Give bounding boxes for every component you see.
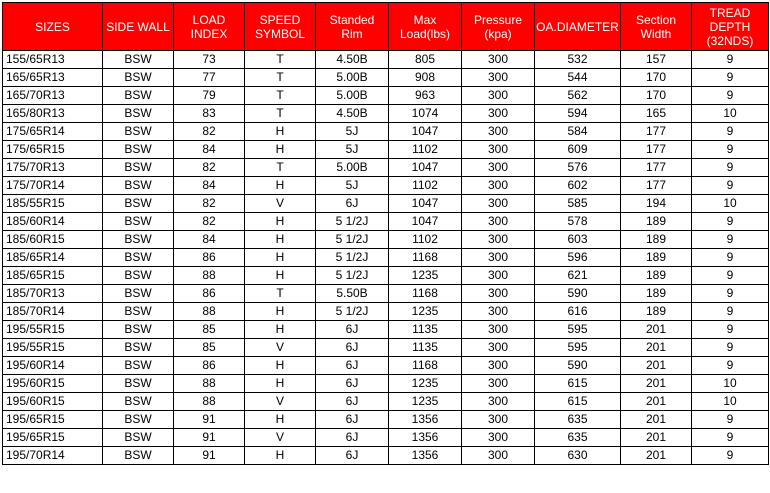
- cell-max-load: 1235: [389, 375, 462, 393]
- header-tread-depth: TREAD DEPTH (32NDS): [692, 3, 769, 51]
- cell-section-width: 157: [621, 51, 692, 69]
- cell-load-index: 85: [174, 339, 245, 357]
- cell-load-index: 85: [174, 321, 245, 339]
- cell-standed-rim: 5 1/2J: [316, 231, 389, 249]
- cell-oa-diameter: 616: [535, 303, 621, 321]
- cell-oa-diameter: 630: [535, 447, 621, 465]
- cell-tread-depth: 10: [692, 195, 769, 213]
- cell-speed-symbol: H: [245, 303, 316, 321]
- cell-oa-diameter: 578: [535, 213, 621, 231]
- cell-pressure: 300: [462, 321, 535, 339]
- cell-sizes: 195/65R15: [3, 429, 103, 447]
- cell-sizes: 165/70R13: [3, 87, 103, 105]
- cell-side-wall: BSW: [103, 177, 174, 195]
- cell-tread-depth: 9: [692, 429, 769, 447]
- header-pressure: Pressure (kpa): [462, 3, 535, 51]
- header-sizes: SIZES: [3, 3, 103, 51]
- cell-max-load: 1168: [389, 285, 462, 303]
- cell-standed-rim: 5.00B: [316, 69, 389, 87]
- cell-section-width: 189: [621, 213, 692, 231]
- cell-pressure: 300: [462, 213, 535, 231]
- cell-max-load: 1168: [389, 357, 462, 375]
- cell-pressure: 300: [462, 141, 535, 159]
- cell-load-index: 86: [174, 357, 245, 375]
- cell-side-wall: BSW: [103, 429, 174, 447]
- cell-standed-rim: 6J: [316, 447, 389, 465]
- cell-max-load: 1168: [389, 249, 462, 267]
- table-row: [3, 249, 769, 267]
- cell-side-wall: BSW: [103, 249, 174, 267]
- header-section-width: Section Width: [621, 3, 692, 51]
- cell-max-load: 1356: [389, 429, 462, 447]
- table-row: [3, 357, 769, 375]
- cell-standed-rim: 4.50B: [316, 105, 389, 123]
- cell-standed-rim: 5 1/2J: [316, 303, 389, 321]
- cell-sizes: 185/55R15: [3, 195, 103, 213]
- cell-load-index: 88: [174, 267, 245, 285]
- cell-sizes: 185/65R14: [3, 249, 103, 267]
- table-row: [3, 303, 769, 321]
- cell-standed-rim: 5.00B: [316, 87, 389, 105]
- cell-oa-diameter: 635: [535, 429, 621, 447]
- cell-section-width: 201: [621, 339, 692, 357]
- table-row: [3, 447, 769, 465]
- table-row: [3, 141, 769, 159]
- cell-tread-depth: 9: [692, 159, 769, 177]
- table-row: [3, 339, 769, 357]
- cell-load-index: 91: [174, 429, 245, 447]
- cell-tread-depth: 9: [692, 69, 769, 87]
- cell-max-load: 1047: [389, 195, 462, 213]
- header-oa-diameter: OA.DIAMETER: [535, 3, 621, 51]
- cell-load-index: 91: [174, 447, 245, 465]
- cell-section-width: 189: [621, 249, 692, 267]
- cell-section-width: 189: [621, 231, 692, 249]
- cell-pressure: 300: [462, 357, 535, 375]
- table-row: [3, 393, 769, 411]
- cell-load-index: 82: [174, 123, 245, 141]
- cell-max-load: 1102: [389, 177, 462, 195]
- cell-tread-depth: 9: [692, 231, 769, 249]
- cell-sizes: 165/80R13: [3, 105, 103, 123]
- cell-speed-symbol: H: [245, 411, 316, 429]
- cell-pressure: 300: [462, 429, 535, 447]
- cell-max-load: 1356: [389, 447, 462, 465]
- cell-pressure: 300: [462, 69, 535, 87]
- cell-tread-depth: 9: [692, 249, 769, 267]
- cell-standed-rim: 6J: [316, 357, 389, 375]
- table-row: [3, 321, 769, 339]
- cell-tread-depth: 9: [692, 51, 769, 69]
- cell-standed-rim: 5J: [316, 141, 389, 159]
- header-max-load: Max Load(lbs): [389, 3, 462, 51]
- cell-tread-depth: 9: [692, 141, 769, 159]
- cell-load-index: 88: [174, 375, 245, 393]
- cell-oa-diameter: 595: [535, 339, 621, 357]
- cell-pressure: 300: [462, 123, 535, 141]
- cell-side-wall: BSW: [103, 231, 174, 249]
- cell-speed-symbol: H: [245, 231, 316, 249]
- cell-load-index: 84: [174, 177, 245, 195]
- cell-oa-diameter: 576: [535, 159, 621, 177]
- cell-side-wall: BSW: [103, 51, 174, 69]
- cell-load-index: 77: [174, 69, 245, 87]
- cell-standed-rim: 6J: [316, 375, 389, 393]
- cell-speed-symbol: T: [245, 159, 316, 177]
- table-row: [3, 105, 769, 123]
- table-row: [3, 159, 769, 177]
- cell-standed-rim: 6J: [316, 321, 389, 339]
- cell-max-load: 908: [389, 69, 462, 87]
- cell-section-width: 201: [621, 321, 692, 339]
- cell-tread-depth: 9: [692, 339, 769, 357]
- cell-section-width: 201: [621, 429, 692, 447]
- table-row: [3, 69, 769, 87]
- cell-load-index: 86: [174, 249, 245, 267]
- cell-section-width: 177: [621, 141, 692, 159]
- cell-standed-rim: 5 1/2J: [316, 267, 389, 285]
- cell-section-width: 177: [621, 177, 692, 195]
- cell-pressure: 300: [462, 375, 535, 393]
- cell-sizes: 195/70R14: [3, 447, 103, 465]
- cell-pressure: 300: [462, 231, 535, 249]
- header-row: [3, 3, 769, 51]
- header-speed-symbol: SPEED SYMBOL: [245, 3, 316, 51]
- cell-tread-depth: 9: [692, 321, 769, 339]
- cell-load-index: 88: [174, 393, 245, 411]
- cell-max-load: 1235: [389, 267, 462, 285]
- cell-sizes: 195/55R15: [3, 321, 103, 339]
- cell-max-load: 1047: [389, 123, 462, 141]
- cell-side-wall: BSW: [103, 321, 174, 339]
- cell-max-load: 1047: [389, 159, 462, 177]
- cell-side-wall: BSW: [103, 159, 174, 177]
- cell-load-index: 84: [174, 231, 245, 249]
- cell-oa-diameter: 615: [535, 393, 621, 411]
- cell-speed-symbol: H: [245, 213, 316, 231]
- cell-oa-diameter: 621: [535, 267, 621, 285]
- cell-side-wall: BSW: [103, 69, 174, 87]
- cell-tread-depth: 10: [692, 393, 769, 411]
- table-row: [3, 267, 769, 285]
- cell-section-width: 189: [621, 285, 692, 303]
- cell-max-load: 1074: [389, 105, 462, 123]
- cell-pressure: 300: [462, 339, 535, 357]
- cell-load-index: 83: [174, 105, 245, 123]
- cell-oa-diameter: 595: [535, 321, 621, 339]
- cell-speed-symbol: H: [245, 375, 316, 393]
- cell-sizes: 185/70R13: [3, 285, 103, 303]
- cell-standed-rim: 5 1/2J: [316, 249, 389, 267]
- table-row: [3, 231, 769, 249]
- cell-load-index: 91: [174, 411, 245, 429]
- cell-side-wall: BSW: [103, 141, 174, 159]
- cell-sizes: 165/65R13: [3, 69, 103, 87]
- table-header: [3, 3, 769, 51]
- cell-standed-rim: 5.50B: [316, 285, 389, 303]
- cell-side-wall: BSW: [103, 285, 174, 303]
- cell-oa-diameter: 590: [535, 285, 621, 303]
- cell-side-wall: BSW: [103, 123, 174, 141]
- table-row: [3, 375, 769, 393]
- cell-oa-diameter: 603: [535, 231, 621, 249]
- cell-speed-symbol: H: [245, 177, 316, 195]
- cell-section-width: 189: [621, 267, 692, 285]
- cell-pressure: 300: [462, 105, 535, 123]
- cell-tread-depth: 9: [692, 357, 769, 375]
- cell-section-width: 201: [621, 375, 692, 393]
- cell-speed-symbol: T: [245, 51, 316, 69]
- cell-oa-diameter: 596: [535, 249, 621, 267]
- cell-speed-symbol: H: [245, 321, 316, 339]
- cell-standed-rim: 6J: [316, 195, 389, 213]
- table-row: [3, 177, 769, 195]
- cell-speed-symbol: H: [245, 123, 316, 141]
- cell-sizes: 195/60R14: [3, 357, 103, 375]
- cell-max-load: 963: [389, 87, 462, 105]
- cell-oa-diameter: 602: [535, 177, 621, 195]
- cell-max-load: 1102: [389, 231, 462, 249]
- cell-standed-rim: 5J: [316, 123, 389, 141]
- table-row: [3, 51, 769, 69]
- cell-max-load: 1235: [389, 303, 462, 321]
- cell-side-wall: BSW: [103, 447, 174, 465]
- cell-speed-symbol: T: [245, 87, 316, 105]
- cell-standed-rim: 5.00B: [316, 159, 389, 177]
- cell-section-width: 201: [621, 411, 692, 429]
- cell-oa-diameter: 609: [535, 141, 621, 159]
- cell-sizes: 185/65R15: [3, 267, 103, 285]
- tire-spec-table: [2, 2, 769, 465]
- cell-sizes: 175/70R13: [3, 159, 103, 177]
- cell-pressure: 300: [462, 249, 535, 267]
- cell-load-index: 73: [174, 51, 245, 69]
- cell-section-width: 170: [621, 87, 692, 105]
- header-side-wall: SIDE WALL: [103, 3, 174, 51]
- cell-sizes: 175/65R15: [3, 141, 103, 159]
- cell-pressure: 300: [462, 447, 535, 465]
- table-row: [3, 429, 769, 447]
- cell-load-index: 79: [174, 87, 245, 105]
- cell-oa-diameter: 635: [535, 411, 621, 429]
- cell-side-wall: BSW: [103, 87, 174, 105]
- cell-side-wall: BSW: [103, 393, 174, 411]
- cell-max-load: 1135: [389, 339, 462, 357]
- cell-side-wall: BSW: [103, 303, 174, 321]
- cell-standed-rim: 5J: [316, 177, 389, 195]
- cell-max-load: 805: [389, 51, 462, 69]
- table-row: [3, 213, 769, 231]
- cell-sizes: 175/70R14: [3, 177, 103, 195]
- cell-standed-rim: 4.50B: [316, 51, 389, 69]
- cell-pressure: 300: [462, 303, 535, 321]
- table-row: [3, 285, 769, 303]
- cell-load-index: 84: [174, 141, 245, 159]
- cell-tread-depth: 10: [692, 105, 769, 123]
- cell-pressure: 300: [462, 87, 535, 105]
- cell-tread-depth: 9: [692, 285, 769, 303]
- cell-speed-symbol: H: [245, 267, 316, 285]
- cell-pressure: 300: [462, 285, 535, 303]
- cell-side-wall: BSW: [103, 195, 174, 213]
- cell-side-wall: BSW: [103, 339, 174, 357]
- table-body: [3, 51, 769, 465]
- cell-max-load: 1047: [389, 213, 462, 231]
- cell-pressure: 300: [462, 195, 535, 213]
- cell-tread-depth: 9: [692, 213, 769, 231]
- table-row: [3, 411, 769, 429]
- cell-speed-symbol: T: [245, 105, 316, 123]
- cell-sizes: 195/55R15: [3, 339, 103, 357]
- cell-load-index: 88: [174, 303, 245, 321]
- cell-load-index: 82: [174, 195, 245, 213]
- cell-standed-rim: 6J: [316, 411, 389, 429]
- cell-section-width: 201: [621, 447, 692, 465]
- cell-speed-symbol: H: [245, 249, 316, 267]
- cell-oa-diameter: 585: [535, 195, 621, 213]
- cell-section-width: 177: [621, 159, 692, 177]
- cell-sizes: 195/60R15: [3, 375, 103, 393]
- cell-standed-rim: 5 1/2J: [316, 213, 389, 231]
- cell-standed-rim: 6J: [316, 393, 389, 411]
- cell-side-wall: BSW: [103, 213, 174, 231]
- cell-sizes: 185/70R14: [3, 303, 103, 321]
- cell-oa-diameter: 532: [535, 51, 621, 69]
- cell-speed-symbol: H: [245, 447, 316, 465]
- cell-tread-depth: 9: [692, 303, 769, 321]
- cell-oa-diameter: 590: [535, 357, 621, 375]
- cell-speed-symbol: V: [245, 195, 316, 213]
- cell-sizes: 195/60R15: [3, 393, 103, 411]
- cell-tread-depth: 9: [692, 123, 769, 141]
- cell-sizes: 185/60R15: [3, 231, 103, 249]
- cell-side-wall: BSW: [103, 357, 174, 375]
- header-standed-rim: Standed Rim: [316, 3, 389, 51]
- cell-sizes: 195/65R15: [3, 411, 103, 429]
- cell-pressure: 300: [462, 51, 535, 69]
- cell-side-wall: BSW: [103, 105, 174, 123]
- cell-speed-symbol: V: [245, 393, 316, 411]
- cell-side-wall: BSW: [103, 267, 174, 285]
- cell-tread-depth: 9: [692, 177, 769, 195]
- cell-oa-diameter: 594: [535, 105, 621, 123]
- cell-tread-depth: 9: [692, 447, 769, 465]
- cell-pressure: 300: [462, 159, 535, 177]
- cell-oa-diameter: 562: [535, 87, 621, 105]
- cell-sizes: 185/60R14: [3, 213, 103, 231]
- cell-section-width: 177: [621, 123, 692, 141]
- cell-sizes: 155/65R13: [3, 51, 103, 69]
- cell-side-wall: BSW: [103, 411, 174, 429]
- cell-speed-symbol: V: [245, 339, 316, 357]
- table-row: [3, 87, 769, 105]
- cell-side-wall: BSW: [103, 375, 174, 393]
- cell-load-index: 86: [174, 285, 245, 303]
- header-load-index: LOAD INDEX: [174, 3, 245, 51]
- cell-tread-depth: 9: [692, 267, 769, 285]
- cell-oa-diameter: 544: [535, 69, 621, 87]
- cell-max-load: 1102: [389, 141, 462, 159]
- cell-load-index: 82: [174, 213, 245, 231]
- cell-pressure: 300: [462, 267, 535, 285]
- cell-section-width: 201: [621, 393, 692, 411]
- cell-tread-depth: 10: [692, 375, 769, 393]
- cell-pressure: 300: [462, 393, 535, 411]
- cell-section-width: 201: [621, 357, 692, 375]
- cell-max-load: 1356: [389, 411, 462, 429]
- cell-tread-depth: 9: [692, 411, 769, 429]
- cell-max-load: 1135: [389, 321, 462, 339]
- cell-tread-depth: 9: [692, 87, 769, 105]
- cell-speed-symbol: H: [245, 141, 316, 159]
- cell-pressure: 300: [462, 411, 535, 429]
- cell-standed-rim: 6J: [316, 429, 389, 447]
- cell-standed-rim: 6J: [316, 339, 389, 357]
- cell-section-width: 170: [621, 69, 692, 87]
- cell-section-width: 189: [621, 303, 692, 321]
- cell-speed-symbol: T: [245, 69, 316, 87]
- cell-section-width: 165: [621, 105, 692, 123]
- cell-oa-diameter: 584: [535, 123, 621, 141]
- cell-section-width: 194: [621, 195, 692, 213]
- table-row: [3, 123, 769, 141]
- cell-speed-symbol: T: [245, 285, 316, 303]
- cell-load-index: 82: [174, 159, 245, 177]
- cell-speed-symbol: V: [245, 429, 316, 447]
- cell-oa-diameter: 615: [535, 375, 621, 393]
- cell-speed-symbol: H: [245, 357, 316, 375]
- cell-pressure: 300: [462, 177, 535, 195]
- cell-max-load: 1235: [389, 393, 462, 411]
- cell-sizes: 175/65R14: [3, 123, 103, 141]
- table-row: [3, 195, 769, 213]
